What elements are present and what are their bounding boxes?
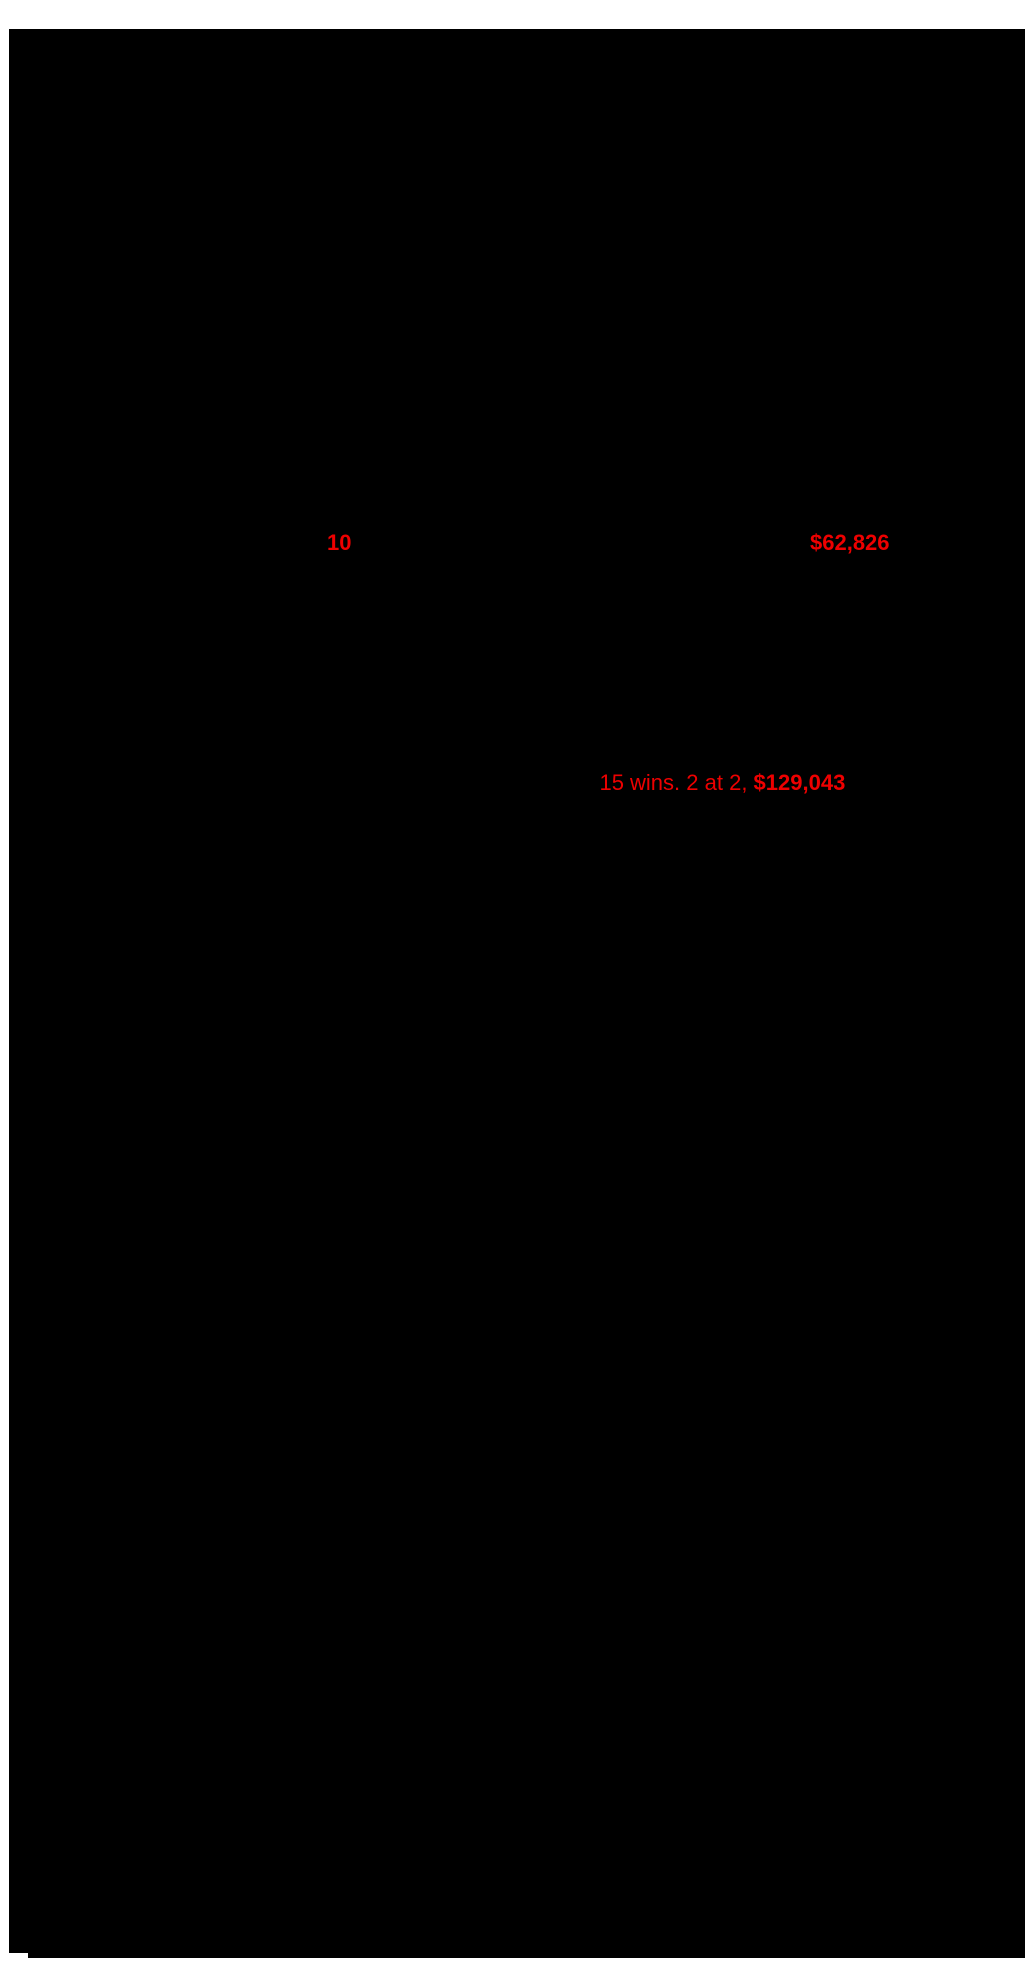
race-record-earnings: $129,043 <box>753 770 846 796</box>
race-record-text: 15 wins. 2 at 2, <box>599 770 754 796</box>
scan-edge-artifact <box>0 1953 28 1961</box>
race-record-annotation <box>575 747 845 820</box>
hip-number-annotation: 10 <box>327 530 352 555</box>
scanned-page-image <box>9 29 1025 1958</box>
earnings-annotation: $62,826 <box>810 530 890 555</box>
